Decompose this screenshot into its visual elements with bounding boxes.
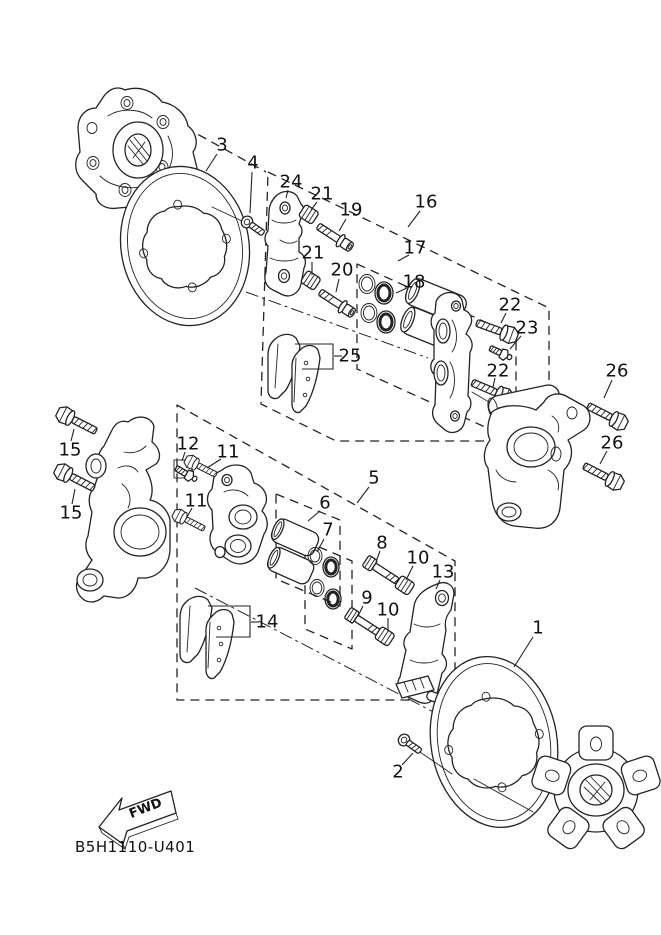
callout-label-5: 5 [368,467,380,489]
callout-leader-20 [336,279,339,292]
pin-bolt-20-drawing [316,286,358,320]
callout-label-19: 19 [339,199,363,221]
callout-leader-19 [339,219,346,231]
callout-label-25: 25 [338,345,362,367]
callout-leader-4 [250,172,252,213]
callout-label-22: 22 [498,294,522,316]
callout-label-21: 21 [301,242,325,264]
callout-label-13: 13 [431,561,455,583]
callout-leader-1 [514,637,533,667]
caliper-body-22-drawing [431,293,472,433]
callout-leader-3 [206,154,217,171]
callout-leader-16 [408,211,420,227]
callout-label-6: 6 [319,492,331,514]
callout-label-21: 21 [310,183,334,205]
callout-label-10: 10 [376,599,400,621]
callout-leader-6 [308,511,320,521]
callout-label-17: 17 [403,237,427,259]
bolt-26b-drawing [580,458,626,493]
callout-label-9: 9 [361,587,373,609]
callout-label-8: 8 [376,532,388,554]
callout-label-15: 15 [59,502,83,524]
callout-leader-5 [357,487,369,503]
callout-label-10: 10 [406,547,430,569]
callout-label-26: 26 [600,432,624,454]
callout-label-23: 23 [515,317,539,339]
caliper-body-lower-drawing [208,465,268,564]
callout-label-2: 2 [392,761,404,783]
callout-label-14: 14 [255,611,279,633]
callout-label-1: 1 [532,617,544,639]
bolt-26a-drawing [584,398,630,433]
rear-knuckle-left-drawing [77,417,170,602]
callout-leader-26 [604,380,612,398]
callout-label-11: 11 [216,441,240,463]
bolt-2-drawing [396,732,424,756]
callout-label-16: 16 [414,191,438,213]
fwd-label: FWD [127,795,165,822]
callout-label-7: 7 [322,519,334,541]
callout-label-18: 18 [402,271,426,293]
callout-label-15: 15 [58,439,82,461]
callout-label-24: 24 [279,171,303,193]
rear-knuckle-right-drawing [484,383,590,528]
diagram-code: B5H1110-U401 [75,838,196,856]
piston-set-6-drawing [265,516,322,586]
brake-pads-25-drawing [268,334,320,412]
callout-label-3: 3 [216,134,228,156]
callout-label-11: 11 [184,490,208,512]
seal-set-17-drawing [359,275,395,334]
callout-label-22: 22 [486,360,510,382]
callout-label-20: 20 [330,259,354,281]
caliper-bracket-24-drawing [265,192,306,296]
callout-label-12: 12 [176,433,200,455]
bolt-15a-drawing [54,404,100,439]
seal-set-7-drawing [308,548,341,610]
callout-label-26: 26 [605,360,629,382]
pin-bolt-8-drawing [362,555,401,587]
callout-label-4: 4 [247,152,259,174]
